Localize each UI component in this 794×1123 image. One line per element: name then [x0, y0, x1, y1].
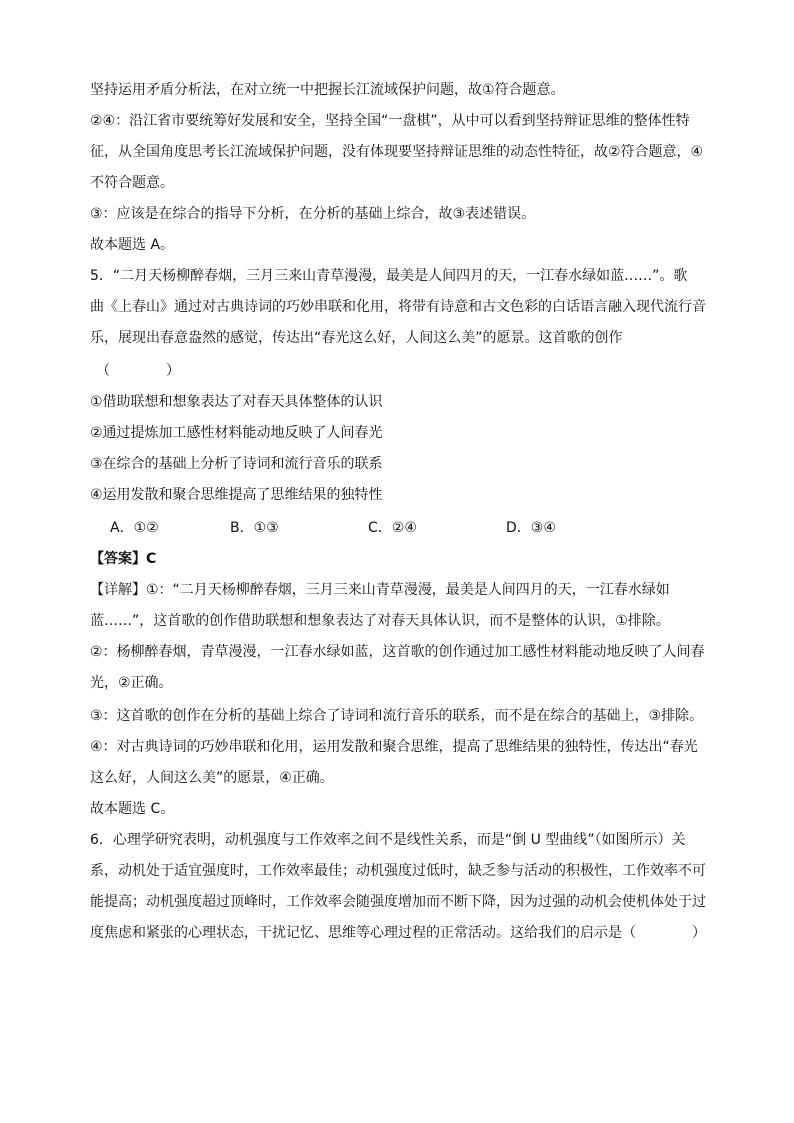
question-6-line: 能提高；动机强度超过顶峰时，工作效率会随强度增加而不断下降，因为过强的动机会使机体处于过 [90, 894, 706, 910]
text-line: 乐，展现出春意盎然的感觉，传达出“春光这么好，人间这么美”的愿景。这首歌的创作 [90, 330, 623, 346]
explanation-line: 这么好，人间这么美”的愿景，④正确。 [90, 770, 334, 786]
question-6-stem: 6．心理学研究表明，动机强度与工作效率之间不是线性关系，而是“倒 U 型曲线”（如图所示）关 [90, 832, 686, 848]
statement-4: ④运用发散和聚合思维提高了思维结果的独特性 [90, 487, 383, 503]
option-b: B．①③ [230, 520, 279, 536]
text-line: 征，从全国角度思考长江流域保护问题，没有体现要坚持辩证思维的动态性特征，故②符合题意，④ [90, 144, 704, 160]
explanation-line: ②：杨柳醉春烟，青草漫漫，一江春水绿如蓝，这首歌的创作通过加工感性材料能动地反映了人间春 [90, 644, 705, 660]
text-line: 坚持运用矛盾分析法，在对立统一中把握长江流域保护问题，故①符合题意。 [90, 82, 565, 98]
text-line: 故本题选 A。 [90, 237, 175, 253]
explanation-line: 光，②正确。 [90, 675, 173, 691]
question-5-stem: 5．“二月天杨柳醉春烟，三月三来山青草漫漫，最美是人间四月的天，一江春水绿如蓝……”。歌 [90, 268, 688, 284]
option-d: D．③④ [506, 520, 556, 536]
explanation-line: ③：这首歌的创作在分析的基础上综合了诗词和流行音乐的联系，而不是在综合的基础上，③排除。 [90, 708, 704, 724]
question-6-line: 系，动机处于适宜强度时，工作效率最佳；动机强度过低时，缺乏参与活动的积极性，工作效率不可 [90, 863, 706, 879]
question-6-line: 度焦虑和紧张的心理状态，干扰记忆、思维等心理过程的正常活动。这给我们的启示是（ ） [90, 925, 706, 941]
answer-label: 【答案】C [90, 551, 157, 567]
text-line: 曲《上春山》通过对古典诗词的巧妙串联和化用，将带有诗意和古文色彩的白话语言融入现代流行音 [90, 299, 706, 315]
answer-blank: （ ） [96, 363, 180, 379]
explanation-line: 【详解】①：“二月天杨柳醉春烟，三月三来山青草漫漫，最美是人间四月的天，一江春水绿如 [90, 582, 670, 598]
option-c: C．②④ [368, 520, 417, 536]
explanation-line: 故本题选 C。 [90, 801, 175, 817]
statement-3: ③在综合的基础上分析了诗词和流行音乐的联系 [90, 456, 383, 472]
statement-2: ②通过提炼加工感性材料能动地反映了人间春光 [90, 425, 383, 441]
option-a: A．①② [110, 520, 159, 536]
text-line: 不符合题意。 [90, 175, 174, 191]
text-line: ②④：沿江省市要统筹好发展和安全，坚持全国“一盘棋”，从中可以看到坚持辩证思维的整体性特 [90, 113, 690, 129]
explanation-line: ④：对古典诗词的巧妙串联和化用，运用发散和聚合思维，提高了思维结果的独特性，传达出“春光 [90, 739, 698, 755]
text-line: ③：应该是在综合的指导下分析，在分析的基础上综合，故③表述错误。 [90, 206, 536, 222]
explanation-line: 蓝……”，这首歌的创作借助联想和想象表达了对春天具体认识，而不是整体的认识，①排除。 [90, 613, 670, 629]
statement-1: ①借助联想和想象表达了对春天具体整体的认识 [90, 394, 383, 410]
